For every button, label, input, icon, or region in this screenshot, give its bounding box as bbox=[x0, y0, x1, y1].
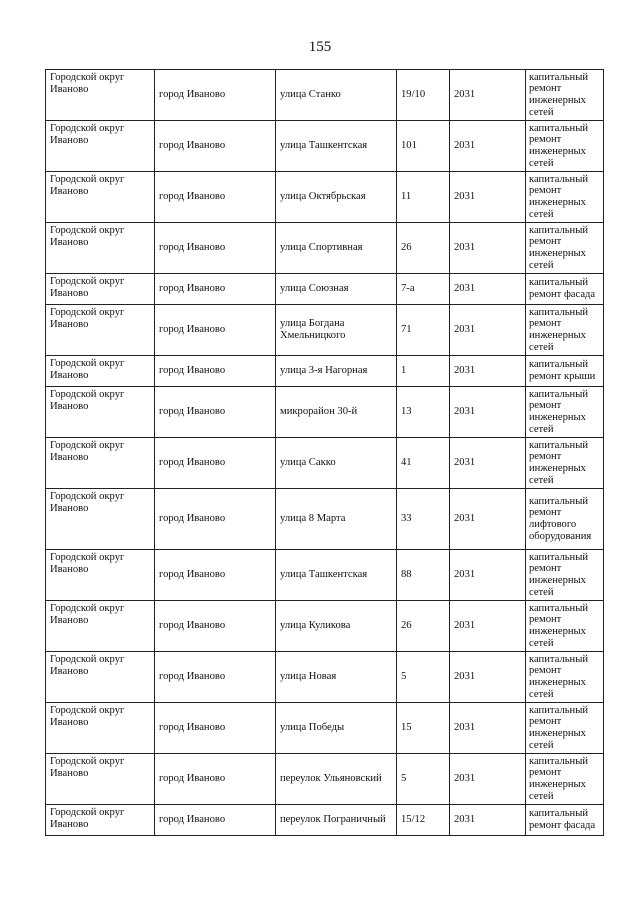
table-row bbox=[46, 223, 604, 274]
district-cell: Городской округ Иваново bbox=[46, 601, 155, 652]
work-type-cell: капитальный ремонт инженерных сетей bbox=[526, 652, 604, 703]
district-cell: Городской округ Иваново bbox=[46, 754, 155, 805]
street-cell: улица Союзная bbox=[276, 274, 397, 305]
year-cell: 2031 bbox=[450, 305, 526, 356]
street-cell: улица Сакко bbox=[276, 438, 397, 489]
house-number-cell: 19/10 bbox=[397, 70, 450, 121]
settlement-cell: город Иваново bbox=[155, 121, 276, 172]
year-cell: 2031 bbox=[450, 754, 526, 805]
house-number-cell: 26 bbox=[397, 223, 450, 274]
street-cell: улица Новая bbox=[276, 652, 397, 703]
work-type-cell: капитальный ремонт инженерных сетей bbox=[526, 172, 604, 223]
house-number-cell: 7-а bbox=[397, 274, 450, 305]
table-row bbox=[46, 652, 604, 703]
street-cell: улица Станко bbox=[276, 70, 397, 121]
house-number-cell: 33 bbox=[397, 489, 450, 550]
district-cell: Городской округ Иваново bbox=[46, 550, 155, 601]
table-row bbox=[46, 754, 604, 805]
year-cell: 2031 bbox=[450, 223, 526, 274]
house-number-cell: 5 bbox=[397, 754, 450, 805]
work-type-cell: капитальный ремонт фасада bbox=[526, 274, 604, 305]
settlement-cell: город Иваново bbox=[155, 387, 276, 438]
table-row bbox=[46, 489, 604, 550]
year-cell: 2031 bbox=[450, 805, 526, 836]
district-cell: Городской округ Иваново bbox=[46, 652, 155, 703]
work-type-cell: капитальный ремонт инженерных сетей bbox=[526, 223, 604, 274]
year-cell: 2031 bbox=[450, 356, 526, 387]
table-row bbox=[46, 601, 604, 652]
table-row bbox=[46, 274, 604, 305]
house-number-cell: 41 bbox=[397, 438, 450, 489]
settlement-cell: город Иваново bbox=[155, 172, 276, 223]
settlement-cell: город Иваново bbox=[155, 601, 276, 652]
house-number-cell: 1 bbox=[397, 356, 450, 387]
table-row bbox=[46, 356, 604, 387]
district-cell: Городской округ Иваново bbox=[46, 305, 155, 356]
year-cell: 2031 bbox=[450, 601, 526, 652]
page-number: 155 bbox=[308, 39, 332, 55]
district-cell: Городской округ Иваново bbox=[46, 438, 155, 489]
district-cell: Городской округ Иваново bbox=[46, 703, 155, 754]
year-cell: 2031 bbox=[450, 550, 526, 601]
house-number-cell: 101 bbox=[397, 121, 450, 172]
settlement-cell: город Иваново bbox=[155, 754, 276, 805]
year-cell: 2031 bbox=[450, 387, 526, 438]
table-row bbox=[46, 550, 604, 601]
street-cell: улица Спортивная bbox=[276, 223, 397, 274]
house-number-cell: 5 bbox=[397, 652, 450, 703]
table-row bbox=[46, 121, 604, 172]
work-type-cell: капитальный ремонт инженерных сетей bbox=[526, 305, 604, 356]
house-number-cell: 13 bbox=[397, 387, 450, 438]
repair-schedule-table bbox=[45, 69, 604, 836]
district-cell: Городской округ Иваново bbox=[46, 172, 155, 223]
work-type-cell: капитальный ремонт инженерных сетей bbox=[526, 550, 604, 601]
house-number-cell: 15 bbox=[397, 703, 450, 754]
table-body bbox=[46, 70, 604, 836]
house-number-cell: 26 bbox=[397, 601, 450, 652]
table-row bbox=[46, 703, 604, 754]
work-type-cell: капитальный ремонт инженерных сетей bbox=[526, 703, 604, 754]
district-cell: Городской округ Иваново bbox=[46, 121, 155, 172]
work-type-cell: капитальный ремонт крыши bbox=[526, 356, 604, 387]
street-cell: микрорайон 30-й bbox=[276, 387, 397, 438]
street-cell: переулок Пограничный bbox=[276, 805, 397, 836]
table-row bbox=[46, 387, 604, 438]
year-cell: 2031 bbox=[450, 703, 526, 754]
table-row bbox=[46, 305, 604, 356]
settlement-cell: город Иваново bbox=[155, 489, 276, 550]
house-number-cell: 11 bbox=[397, 172, 450, 223]
district-cell: Городской округ Иваново bbox=[46, 274, 155, 305]
house-number-cell: 88 bbox=[397, 550, 450, 601]
settlement-cell: город Иваново bbox=[155, 223, 276, 274]
district-cell: Городской округ Иваново bbox=[46, 489, 155, 550]
street-cell: улица Ташкентская bbox=[276, 550, 397, 601]
house-number-cell: 15/12 bbox=[397, 805, 450, 836]
table-row bbox=[46, 172, 604, 223]
street-cell: улица Куликова bbox=[276, 601, 397, 652]
district-cell: Городской округ Иваново bbox=[46, 356, 155, 387]
year-cell: 2031 bbox=[450, 70, 526, 121]
settlement-cell: город Иваново bbox=[155, 274, 276, 305]
work-type-cell: капитальный ремонт инженерных сетей bbox=[526, 121, 604, 172]
year-cell: 2031 bbox=[450, 652, 526, 703]
table-row bbox=[46, 70, 604, 121]
house-number-cell: 71 bbox=[397, 305, 450, 356]
table-row bbox=[46, 438, 604, 489]
street-cell: улица Победы bbox=[276, 703, 397, 754]
work-type-cell: капитальный ремонт лифтового оборудования bbox=[526, 489, 604, 550]
year-cell: 2031 bbox=[450, 172, 526, 223]
work-type-cell: капитальный ремонт инженерных сетей bbox=[526, 438, 604, 489]
district-cell: Городской округ Иваново bbox=[46, 223, 155, 274]
work-type-cell: капитальный ремонт инженерных сетей bbox=[526, 70, 604, 121]
work-type-cell: капитальный ремонт фасада bbox=[526, 805, 604, 836]
street-cell: улица Богдана Хмельницкого bbox=[276, 305, 397, 356]
street-cell: улица Ташкентская bbox=[276, 121, 397, 172]
settlement-cell: город Иваново bbox=[155, 652, 276, 703]
street-cell: улица 3-я Нагорная bbox=[276, 356, 397, 387]
work-type-cell: капитальный ремонт инженерных сетей bbox=[526, 754, 604, 805]
settlement-cell: город Иваново bbox=[155, 805, 276, 836]
district-cell: Городской округ Иваново bbox=[46, 387, 155, 438]
year-cell: 2031 bbox=[450, 121, 526, 172]
settlement-cell: город Иваново bbox=[155, 438, 276, 489]
street-cell: улица Октябрьская bbox=[276, 172, 397, 223]
settlement-cell: город Иваново bbox=[155, 703, 276, 754]
street-cell: улица 8 Марта bbox=[276, 489, 397, 550]
settlement-cell: город Иваново bbox=[155, 70, 276, 121]
district-cell: Городской округ Иваново bbox=[46, 70, 155, 121]
table-row bbox=[46, 805, 604, 836]
year-cell: 2031 bbox=[450, 274, 526, 305]
settlement-cell: город Иваново bbox=[155, 550, 276, 601]
year-cell: 2031 bbox=[450, 438, 526, 489]
year-cell: 2031 bbox=[450, 489, 526, 550]
district-cell: Городской округ Иваново bbox=[46, 805, 155, 836]
work-type-cell: капитальный ремонт инженерных сетей bbox=[526, 601, 604, 652]
settlement-cell: город Иваново bbox=[155, 305, 276, 356]
settlement-cell: город Иваново bbox=[155, 356, 276, 387]
street-cell: переулок Ульяновский bbox=[276, 754, 397, 805]
work-type-cell: капитальный ремонт инженерных сетей bbox=[526, 387, 604, 438]
